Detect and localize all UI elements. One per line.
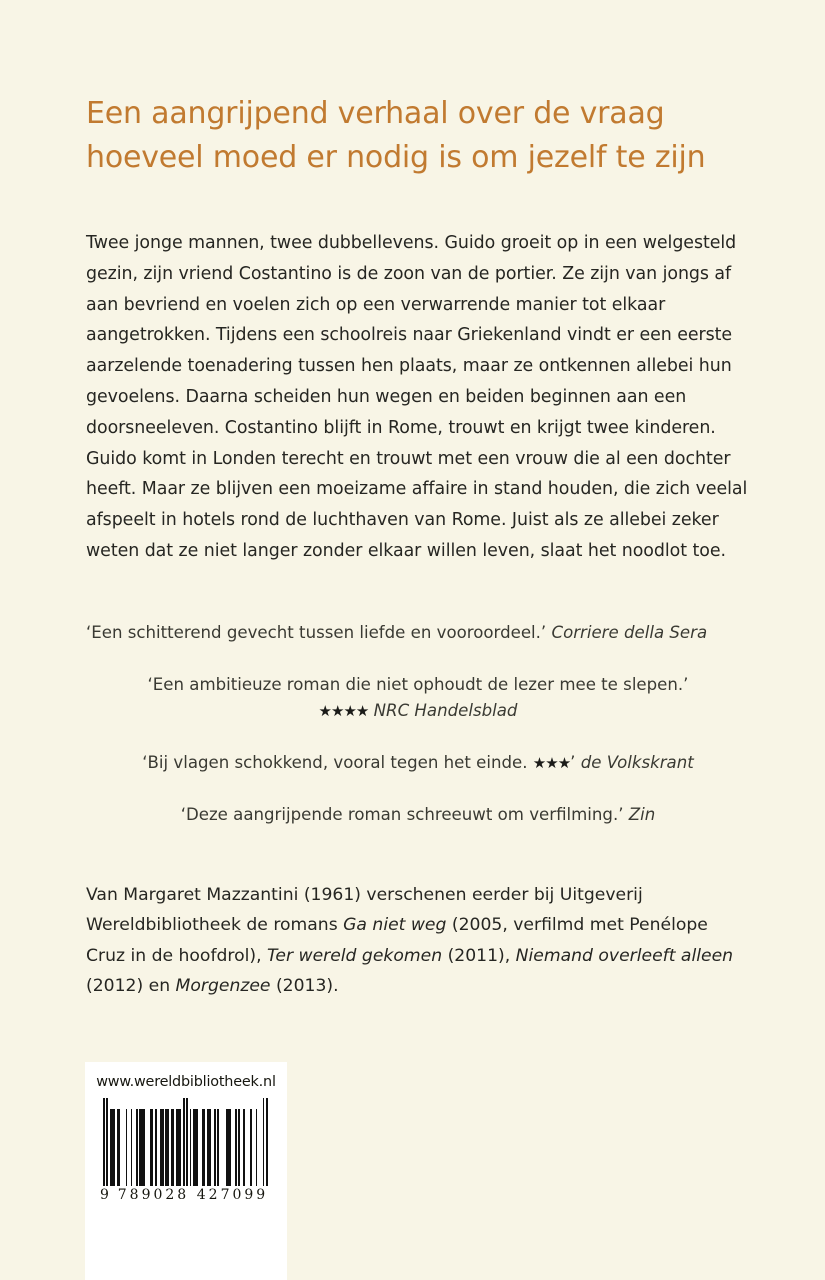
review-source: Corriere della Sera: [551, 623, 708, 642]
review-quote-text: ‘Bij vlagen schokkend, vooral tegen het einde.: [142, 753, 528, 772]
reviews-section: [86, 620, 750, 828]
star-rating: ★★★★: [318, 702, 369, 720]
book-title: Morgenzee: [175, 976, 271, 997]
note-text: (2011),: [442, 945, 516, 966]
review-quote-1: [86, 620, 750, 646]
note-text: (2005, verfilmd met Penélope Cruz in de hoofdrol),: [86, 915, 708, 966]
book-title: Ga niet weg: [343, 915, 447, 936]
blurb-paragraph: Twee jonge mannen, twee dubbellevens. Guido groeit op in een welgesteld gezin, zijn vriend Costantino is de zoon van de portier. Ze zijn van jongs af aan bevriend en voelen zich op een verwarrende manier tot elkaar aangetrokken. Tijdens een schoolreis naar Griekenland vindt er een eerste aarzelende toenadering tussen hen plaats, maar ze ontkennen allebei hun gevoelens. Daarna scheiden hun wegen en beiden beginnen aan een doorsneeleven. Costantino blijft in Rome, trouwt en krijgt twee kinderen. Guido komt in Londen terecht en trouwt met een vrouw die al een dochter heeft. Maar ze blijven een moeizame affaire in stand houden, die zich veelal afspeelt in hotels rond de luchthaven van Rome. Juist als ze allebei zeker weten dat ze niet langer zonder elkaar willen leven, slaat het noodlot toe.: [86, 233, 748, 561]
review-quote-text: ‘Een schitterend gevecht tussen liefde en vooroordeel.’: [86, 623, 547, 642]
publisher-website[interactable]: www.wereldbibliotheek.nl: [96, 1074, 276, 1090]
review-quote-close: ’: [570, 753, 576, 772]
star-rating: ★★★: [532, 754, 571, 772]
barcode-digits: [98, 1187, 274, 1203]
book-title: Ter wereld gekomen: [267, 945, 443, 966]
note-text: (2012) en: [86, 976, 176, 997]
note-text: (2013).: [270, 976, 339, 997]
barcode-image: [103, 1098, 269, 1186]
page-title: Een aangrijpend verhaal over de vraag hoeveel moed er nodig is om jezelf te zijn: [86, 96, 706, 175]
barcode-panel: [85, 1062, 287, 1280]
review-source: de Volkskrant: [580, 753, 694, 772]
review-quote-3: [86, 750, 750, 776]
review-quote-text: ‘Deze aangrijpende roman schreeuwt om verfilming.’: [180, 805, 624, 824]
review-quote-2: [86, 672, 750, 724]
barcode-right-group: 427099: [196, 1187, 269, 1203]
barcode-bar: [266, 1098, 268, 1186]
review-source: Zin: [628, 805, 656, 824]
note-text: Van Margaret Mazzantini (1961) verschenen eerder bij Uitgeverij Wereldbibliotheek de romans: [86, 885, 643, 936]
review-source: NRC Handelsblad: [373, 701, 518, 720]
author-bibliography-note: [86, 880, 750, 1002]
review-quote-4: [86, 802, 750, 828]
review-quote-text: ‘Een ambitieuze roman die niet ophoudt de lezer mee te slepen.’: [147, 675, 689, 694]
barcode-lead-digit: 9: [100, 1187, 110, 1203]
book-title: Niemand overleeft alleen: [515, 945, 734, 966]
barcode-left-group: 789028: [117, 1187, 190, 1203]
